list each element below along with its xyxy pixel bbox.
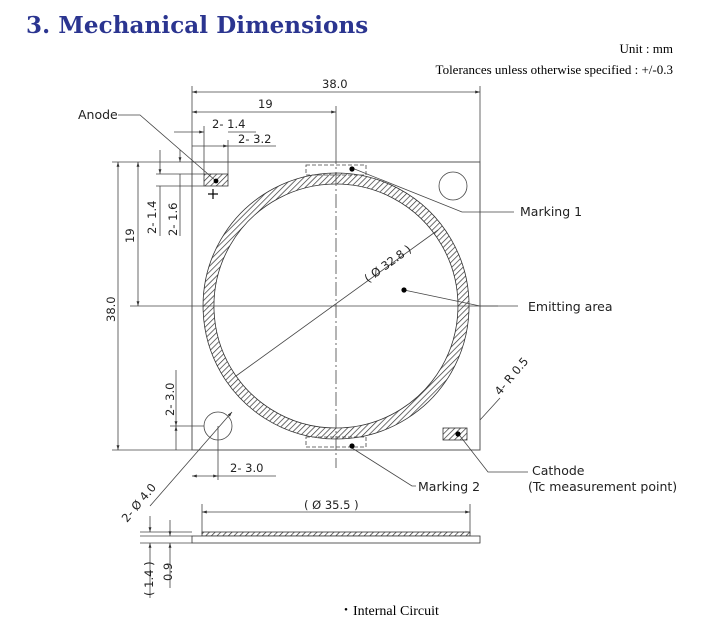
marking2-label: Marking 2: [418, 479, 481, 494]
dim-hole-offset-v: 2- 3.0: [163, 382, 177, 416]
cathode-label: Cathode: [532, 463, 585, 478]
dim-height: 38.0: [104, 296, 118, 322]
emitting-area-label: Emitting area: [528, 299, 613, 314]
dim-pad-offset: 2- 3.2: [238, 132, 272, 146]
dim-pad-height: 2- 1.4: [145, 200, 159, 234]
dim-pad-width: 2- 1.4: [212, 117, 246, 131]
dim-outer-diameter: ( Ø 35.5 ): [304, 498, 359, 512]
dim-half-width: 19: [258, 97, 273, 111]
dim-hole-offset-h: 2- 3.0: [230, 461, 264, 475]
dim-corner-radius: 4- R 0.5: [491, 354, 532, 398]
mounting-hole-top-right: [439, 172, 467, 200]
dim-pad-v-offset: 2- 1.6: [166, 202, 180, 236]
dim-width: 38.0: [322, 77, 348, 91]
unit-note: Unit : mm: [619, 41, 673, 56]
internal-circuit-note: ・Internal Circuit: [339, 604, 439, 619]
side-view-substrate: [192, 536, 480, 543]
side-view-emitter: [202, 532, 470, 536]
cathode-sub-label: (Tc measurement point): [528, 479, 678, 494]
tolerance-note: Tolerances unless otherwise specified : +/-0.3: [435, 62, 673, 77]
marking1-label: Marking 1: [520, 204, 583, 219]
dim-total-thickness: ( 1.4 ): [142, 561, 156, 596]
anode-label: Anode: [78, 107, 118, 122]
cathode-pad: [443, 428, 467, 440]
dim-substrate-thickness: 0.9: [161, 562, 175, 581]
dim-hole-diameter: 2- Ø 4.0: [118, 480, 159, 525]
dim-half-height: 19: [123, 228, 137, 243]
dim-emitting-diameter: ( Ø 32.8 ): [361, 242, 414, 286]
section-heading: 3. Mechanical Dimensions: [26, 12, 369, 39]
